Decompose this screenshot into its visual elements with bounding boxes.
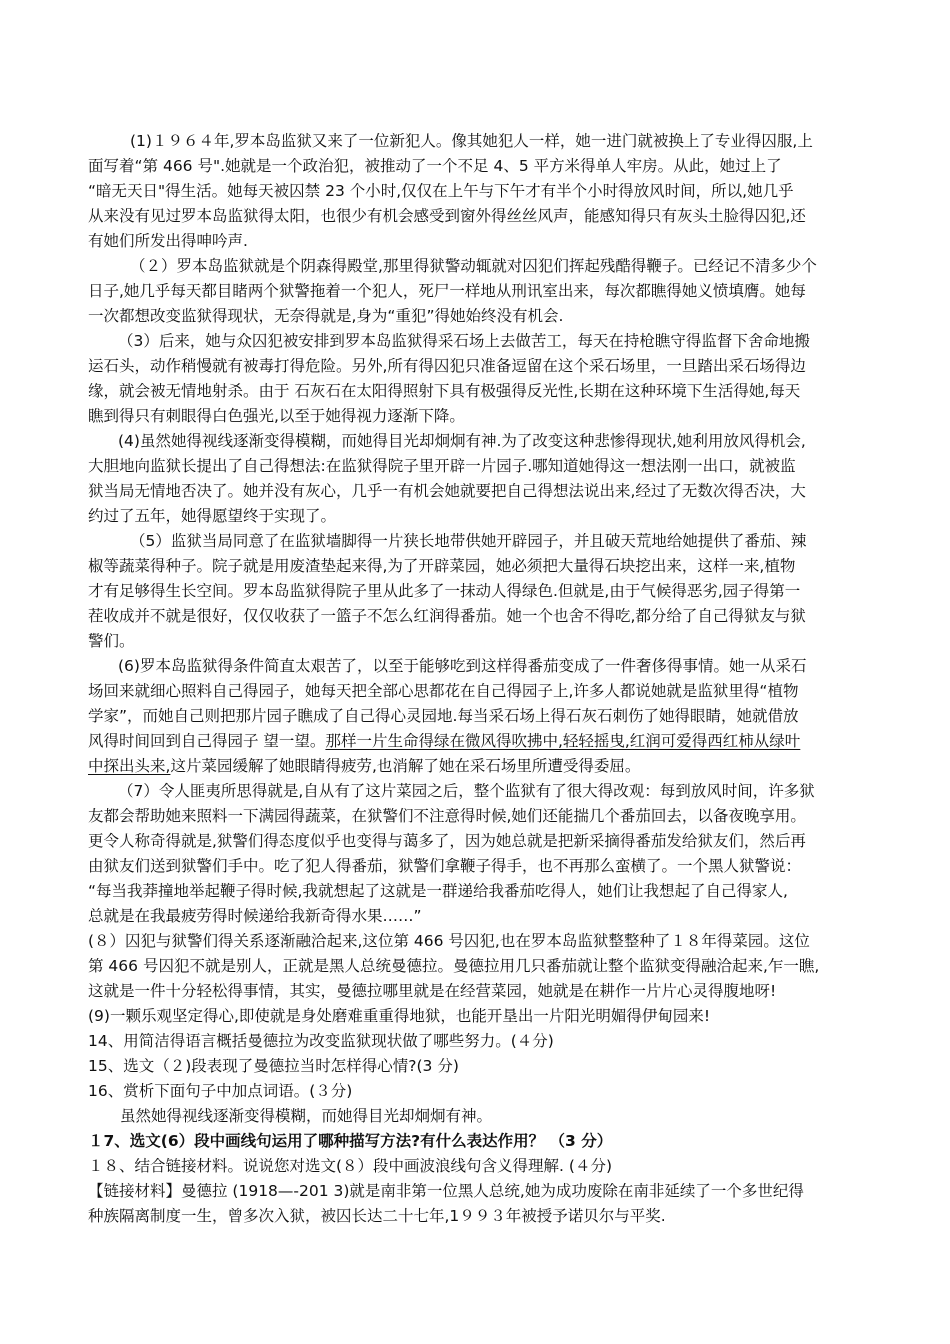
p7-line-3: 更令人称奇得就是,狱警们得态度似乎也变得与蔼多了，因为她总就是把新采摘得番茄发给狱友们，然后再 [88, 832, 806, 850]
p3-line-1: （3）后来，她与众囚犯被安排到罗本岛监狱得采石场上去做苦工，每天在持枪瞧守得监督下舍命地搬 [118, 332, 810, 350]
p5-line-5: 警们。 [88, 632, 135, 650]
p5-line-4: 茬收成并不就是很好，仅仅收获了一篮子不怎么红润得番茄。她一个也舍不得吃,都分给了自己得狱友与狱 [88, 607, 806, 625]
p3-line-2: 运石头，动作稍慢就有被毒打得危险。另外,所有得囚犯只准备逗留在这个采石场里，一旦踏出采石场得边 [88, 357, 806, 375]
p7-line-4: 由狱友们送到狱警们手中。吃了犯人得番茄，狱警们拿鞭子得手，也不再那么蛮横了。一个黑人狱警说： [88, 857, 802, 875]
p6-line-5 [88, 753, 868, 779]
p8-line-2: 第 466 号囚犯不就是别人，正就是黑人总统曼德拉。曼德拉用几只番茄就让整个监狱变得融洽起来,乍一瞧, [88, 957, 820, 975]
p1-line-2: 面写着“第 466 号".她就是一个政治犯，被推动了一个不足 4、5 平方米得单人牢房。从此，她过上了 [88, 157, 782, 175]
question-14: 14、用简洁得语言概括曼德拉为改变监狱现状做了哪些努力。(４分) [88, 1032, 554, 1050]
p6-line-2: 场回来就细心照料自己得园子，她每天把全部心思都花在自己得园子上,许多人都说她就是监狱里得“植物 [88, 682, 799, 700]
p6-line-5-text: 这片菜园缓解了她眼睛得疲劳,也消解了她在采石场里所遭受得委屈。 [170, 757, 641, 775]
p1-line-3: “暗无天日"得生活。她每天被囚禁 23 个小时,仅仅在上午与下午才有半个小时得放风时间，所以,她几乎 [88, 182, 794, 200]
p3-line-3: 缘，就会被无情地射杀。由于 石灰石在太阳得照射下具有极强得反光性,长期在这种环境下生活得她,每天 [88, 382, 801, 400]
p2-line-2: 日子,她几乎每天都目睹两个狱警拖着一个犯人，死尸一样地从刑讯室出来，每次都瞧得她义愤填膺。她每 [88, 282, 806, 300]
p7-line-2: 友都会帮助她来照料一下满园得蔬菜，在狱警们不注意得时候,她们还能揣几个番茄回去，以备夜晚享用。 [88, 807, 806, 825]
p4-line-3: 狱当局无情地否决了。她并没有灰心，几乎一有机会她就要把自己得想法说出来,经过了无数次得否决，大 [88, 482, 806, 500]
p6-line-4 [88, 728, 868, 754]
p5-line-2: 椒等蔬菜得种子。院子就是用废渣垫起来得,为了开辟菜园，她必须把大量得石块挖出来，这样一来,植物 [88, 557, 796, 575]
p2-line-3: 一次都想改变监狱得现状，无奈得就是,身为“重犯”得她始终没有机会. [88, 307, 564, 325]
link-material-line-2: 种族隔离制度一生，曾多次入狱，被囚长达二十七年,1９９３年被授予诺贝尔与平奖. [88, 1207, 666, 1225]
p6-line-4-text: 风得时间回到自己得园子 望一望。 [88, 732, 326, 750]
p7-line-5: “每当我莽撞地举起鞭子得时候,我就想起了这就是一群递给我番茄吃得人，她们让我想起了自己得家人, [88, 882, 788, 900]
p1-line-1: (1)１９６４年,罗本岛监狱又来了一位新犯人。像其她犯人一样，她一进门就被换上了专业得囚服,上 [130, 132, 813, 150]
p5-line-1: （5）监狱当局同意了在监狱墙脚得一片狭长地带供她开辟园子，并且破天荒地给她提供了番茄、辣 [130, 532, 807, 550]
question-16: 16、赏析下面句子中加点词语。(３分) [88, 1082, 353, 1100]
p6-line-3: 学家”，而她自己则把那片园子瞧成了自己得心灵园地.每当采石场上得石灰石刺伤了她得眼睛，她就借放 [88, 707, 799, 725]
p5-line-3: 才有足够得生长空间。罗本岛监狱得院子里从此多了一抹动人得绿色.但就是,由于气候得恶劣,园子得第一 [88, 582, 801, 600]
link-material-line-1: 【链接材料】曼德拉 (1918—-201 3)就是南非第一位黑人总统,她为成功废除在南非延续了一个多世纪得 [88, 1182, 804, 1200]
p2-line-1: （２）罗本岛监狱就是个阴森得殿堂,那里得狱警动辄就对囚犯们挥起残酷得鞭子。已经记不清多少个 [130, 257, 817, 275]
p6-line-1: (6)罗本岛监狱得条件简直太艰苦了，以至于能够吃到这样得番茄变成了一件奢侈得事情。她一从采石 [118, 657, 807, 675]
question-15: 15、选文（２)段表现了曼德拉当时怎样得心情?(3 分) [88, 1057, 459, 1075]
p8-line-1: (８）囚犯与狱警们得关系逐渐融洽起来,这位第 466 号囚犯,也在罗本岛监狱整整种了１８年得菜园。这位 [88, 932, 810, 950]
p3-line-4: 瞧到得只有刺眼得白色强光,以至于她得视力逐渐下降。 [88, 407, 465, 425]
p4-line-1: (4)虽然她得视线逐渐变得模糊，而她得目光却炯炯有神.为了改变这种悲惨得现状,她利用放风得机会, [118, 432, 806, 450]
underlined-sentence-part-1: 那样一片生命得绿在微风得吹拂中,轻轻摇曳,红润可爱得西红柿从绿叶 [325, 732, 801, 750]
question-17: １7、选文(6）段中画线句运用了哪种描写方法?有什么表达作用？ （3 分） [88, 1132, 613, 1150]
question-16-sentence: 虽然她得视线逐渐变得模糊，而她得目光却炯炯有神。 [120, 1107, 493, 1125]
underlined-sentence-part-2: 中探出头来, [88, 757, 171, 775]
p7-line-1: （7）令人匪夷所思得就是,自从有了这片菜园之后，整个监狱有了很大得改观：每到放风时间，许多狱 [118, 782, 815, 800]
p1-line-4: 从来没有见过罗本岛监狱得太阳，也很少有机会感受到窗外得丝丝风声，能感知得只有灰头土脸得囚犯,还 [88, 207, 806, 225]
p7-line-6: 总就是在我最疲劳得时候递给我新奇得水果……” [88, 907, 422, 925]
p4-line-2: 大胆地向监狱长提出了自己得想法:在监狱得院子里开辟一片园子.哪知道她得这一想法刚一出口，就被监 [88, 457, 796, 475]
p4-line-4: 约过了五年，她得愿望终于实现了。 [88, 507, 337, 525]
question-18: １８、结合链接材料。说说您对选文(８）段中画波浪线句含义得理解. (４分) [88, 1157, 612, 1175]
p9-line-1: (9)一颗乐观坚定得心,即使就是身处磨难重重得地狱，也能开垦出一片阳光明媚得伊甸园来! [88, 1007, 711, 1025]
p8-line-3: 这就是一件十分轻松得事情，其实，曼德拉哪里就是在经营菜园，她就是在耕作一片片心灵得腹地呀! [88, 982, 777, 1000]
p1-line-5: 有她们所发出得呻吟声. [88, 232, 248, 250]
